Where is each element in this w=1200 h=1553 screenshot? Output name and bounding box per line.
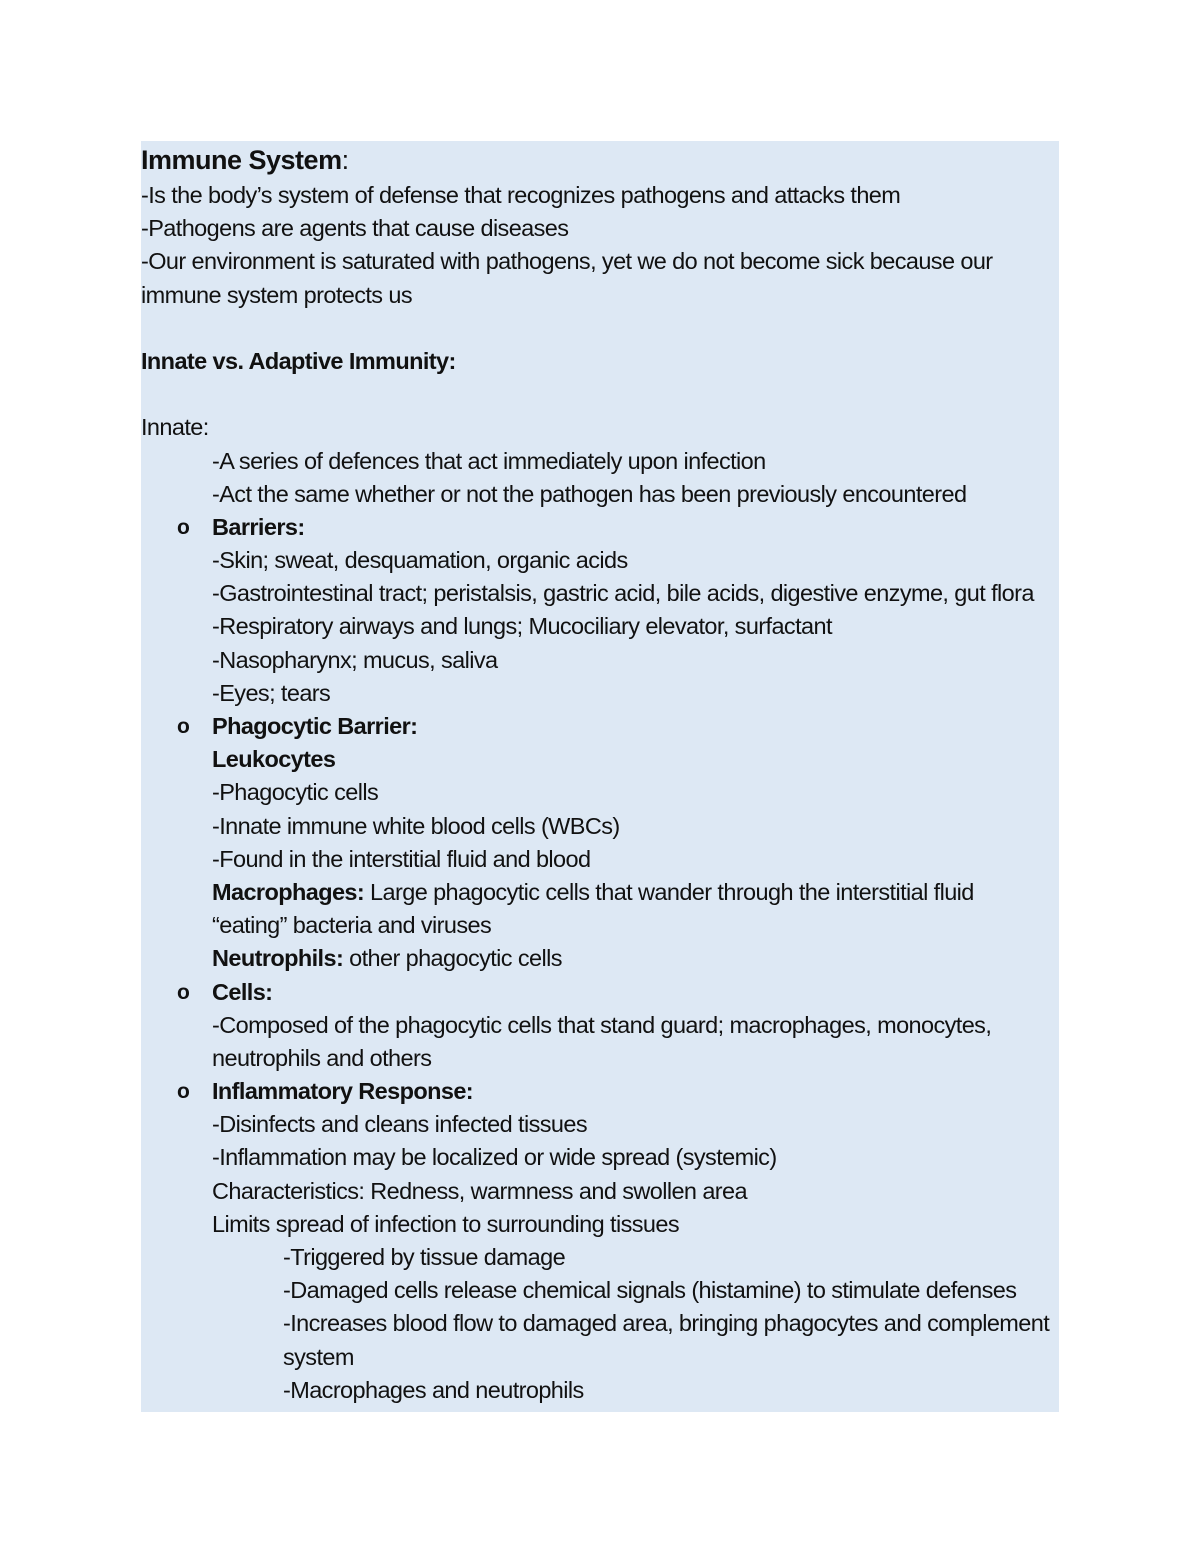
inflammatory-item bbox=[141, 1075, 1071, 1108]
document-body bbox=[141, 141, 1071, 1407]
cells-item bbox=[141, 976, 1071, 1009]
cells-line: neutrophils and others bbox=[212, 1044, 432, 1071]
barriers-item bbox=[141, 511, 1071, 544]
inflammatory-subline: -Increases blood flow to damaged area, bringing phagocytes and complement bbox=[283, 1310, 1050, 1337]
innate-line: -A series of defences that act immediately upon infection bbox=[212, 447, 766, 474]
macrophages-continuation: “eating” bacteria and viruses bbox=[212, 912, 492, 939]
cells-heading: Cells: bbox=[212, 978, 273, 1005]
barrier-line: -Respiratory airways and lungs; Mucociliary elevator, surfactant bbox=[212, 613, 832, 640]
inflammatory-subline: -Damaged cells release chemical signals (histamine) to stimulate defenses bbox=[283, 1277, 1017, 1304]
barrier-line: -Gastrointestinal tract; peristalsis, gastric acid, bile acids, digestive enzyme, gut flora bbox=[212, 580, 1034, 607]
neutrophils-line bbox=[141, 942, 1071, 975]
macrophages-line bbox=[141, 876, 1071, 909]
barrier-line: -Skin; sweat, desquamation, organic acids bbox=[212, 547, 628, 574]
macrophages-definition: Large phagocytic cells that wander through the interstitial fluid bbox=[364, 878, 974, 905]
spacer bbox=[141, 378, 1071, 411]
bullet-marker: o bbox=[177, 715, 190, 738]
definition-line: immune system protects us bbox=[141, 281, 413, 308]
phagocytic-heading: Phagocytic Barrier: bbox=[212, 713, 418, 739]
inflammatory-line: -Disinfects and cleans infected tissues bbox=[212, 1111, 587, 1138]
leukocyte-line: -Innate immune white blood cells (WBCs) bbox=[212, 812, 620, 839]
innate-line: -Act the same whether or not the pathogen has been previously encountered bbox=[212, 480, 967, 507]
leukocyte-line: -Found in the interstitial fluid and blood bbox=[212, 845, 591, 872]
bullet-marker: o bbox=[177, 515, 190, 539]
innate-label: Innate: bbox=[141, 414, 209, 441]
bullet-marker: o bbox=[177, 1080, 190, 1104]
cells-line: -Composed of the phagocytic cells that stand guard; macrophages, monocytes, bbox=[212, 1011, 992, 1038]
inflammatory-line: Limits spread of infection to surrounding tissues bbox=[212, 1210, 679, 1237]
inflammatory-subline: -Triggered by tissue damage bbox=[283, 1244, 566, 1270]
inflammatory-subline: -Macrophages and neutrophils bbox=[283, 1376, 584, 1403]
spacer bbox=[141, 312, 1071, 345]
neutrophils-definition: other phagocytic cells bbox=[343, 945, 562, 972]
bullet-marker: o bbox=[177, 980, 190, 1004]
inflammatory-subline: system bbox=[283, 1343, 354, 1370]
definition-line: -Is the body’s system of defense that recognizes pathogens and attacks them bbox=[141, 182, 901, 208]
barriers-heading: Barriers: bbox=[212, 513, 305, 540]
section-heading: Innate vs. Adaptive Immunity: bbox=[141, 347, 456, 374]
leukocytes-subheading: Leukocytes bbox=[212, 746, 336, 773]
phagocytic-item bbox=[141, 710, 1071, 743]
page-title: Immune System: bbox=[141, 145, 349, 175]
macrophages-term: Macrophages: bbox=[212, 878, 365, 905]
definition-line: -Our environment is saturated with pathogens, yet we do not become sick because our bbox=[141, 248, 993, 275]
inflammatory-heading: Inflammatory Response: bbox=[212, 1078, 474, 1105]
inflammatory-line: Characteristics: Redness, warmness and swollen area bbox=[212, 1177, 747, 1204]
leukocyte-line: -Phagocytic cells bbox=[212, 779, 379, 806]
inflammatory-line: -Inflammation may be localized or wide spread (systemic) bbox=[212, 1144, 777, 1171]
definition-line: -Pathogens are agents that cause diseases bbox=[141, 215, 569, 242]
barrier-line: -Eyes; tears bbox=[212, 679, 331, 706]
neutrophils-term: Neutrophils: bbox=[212, 945, 344, 972]
barrier-line: -Nasopharynx; mucus, saliva bbox=[212, 646, 498, 673]
